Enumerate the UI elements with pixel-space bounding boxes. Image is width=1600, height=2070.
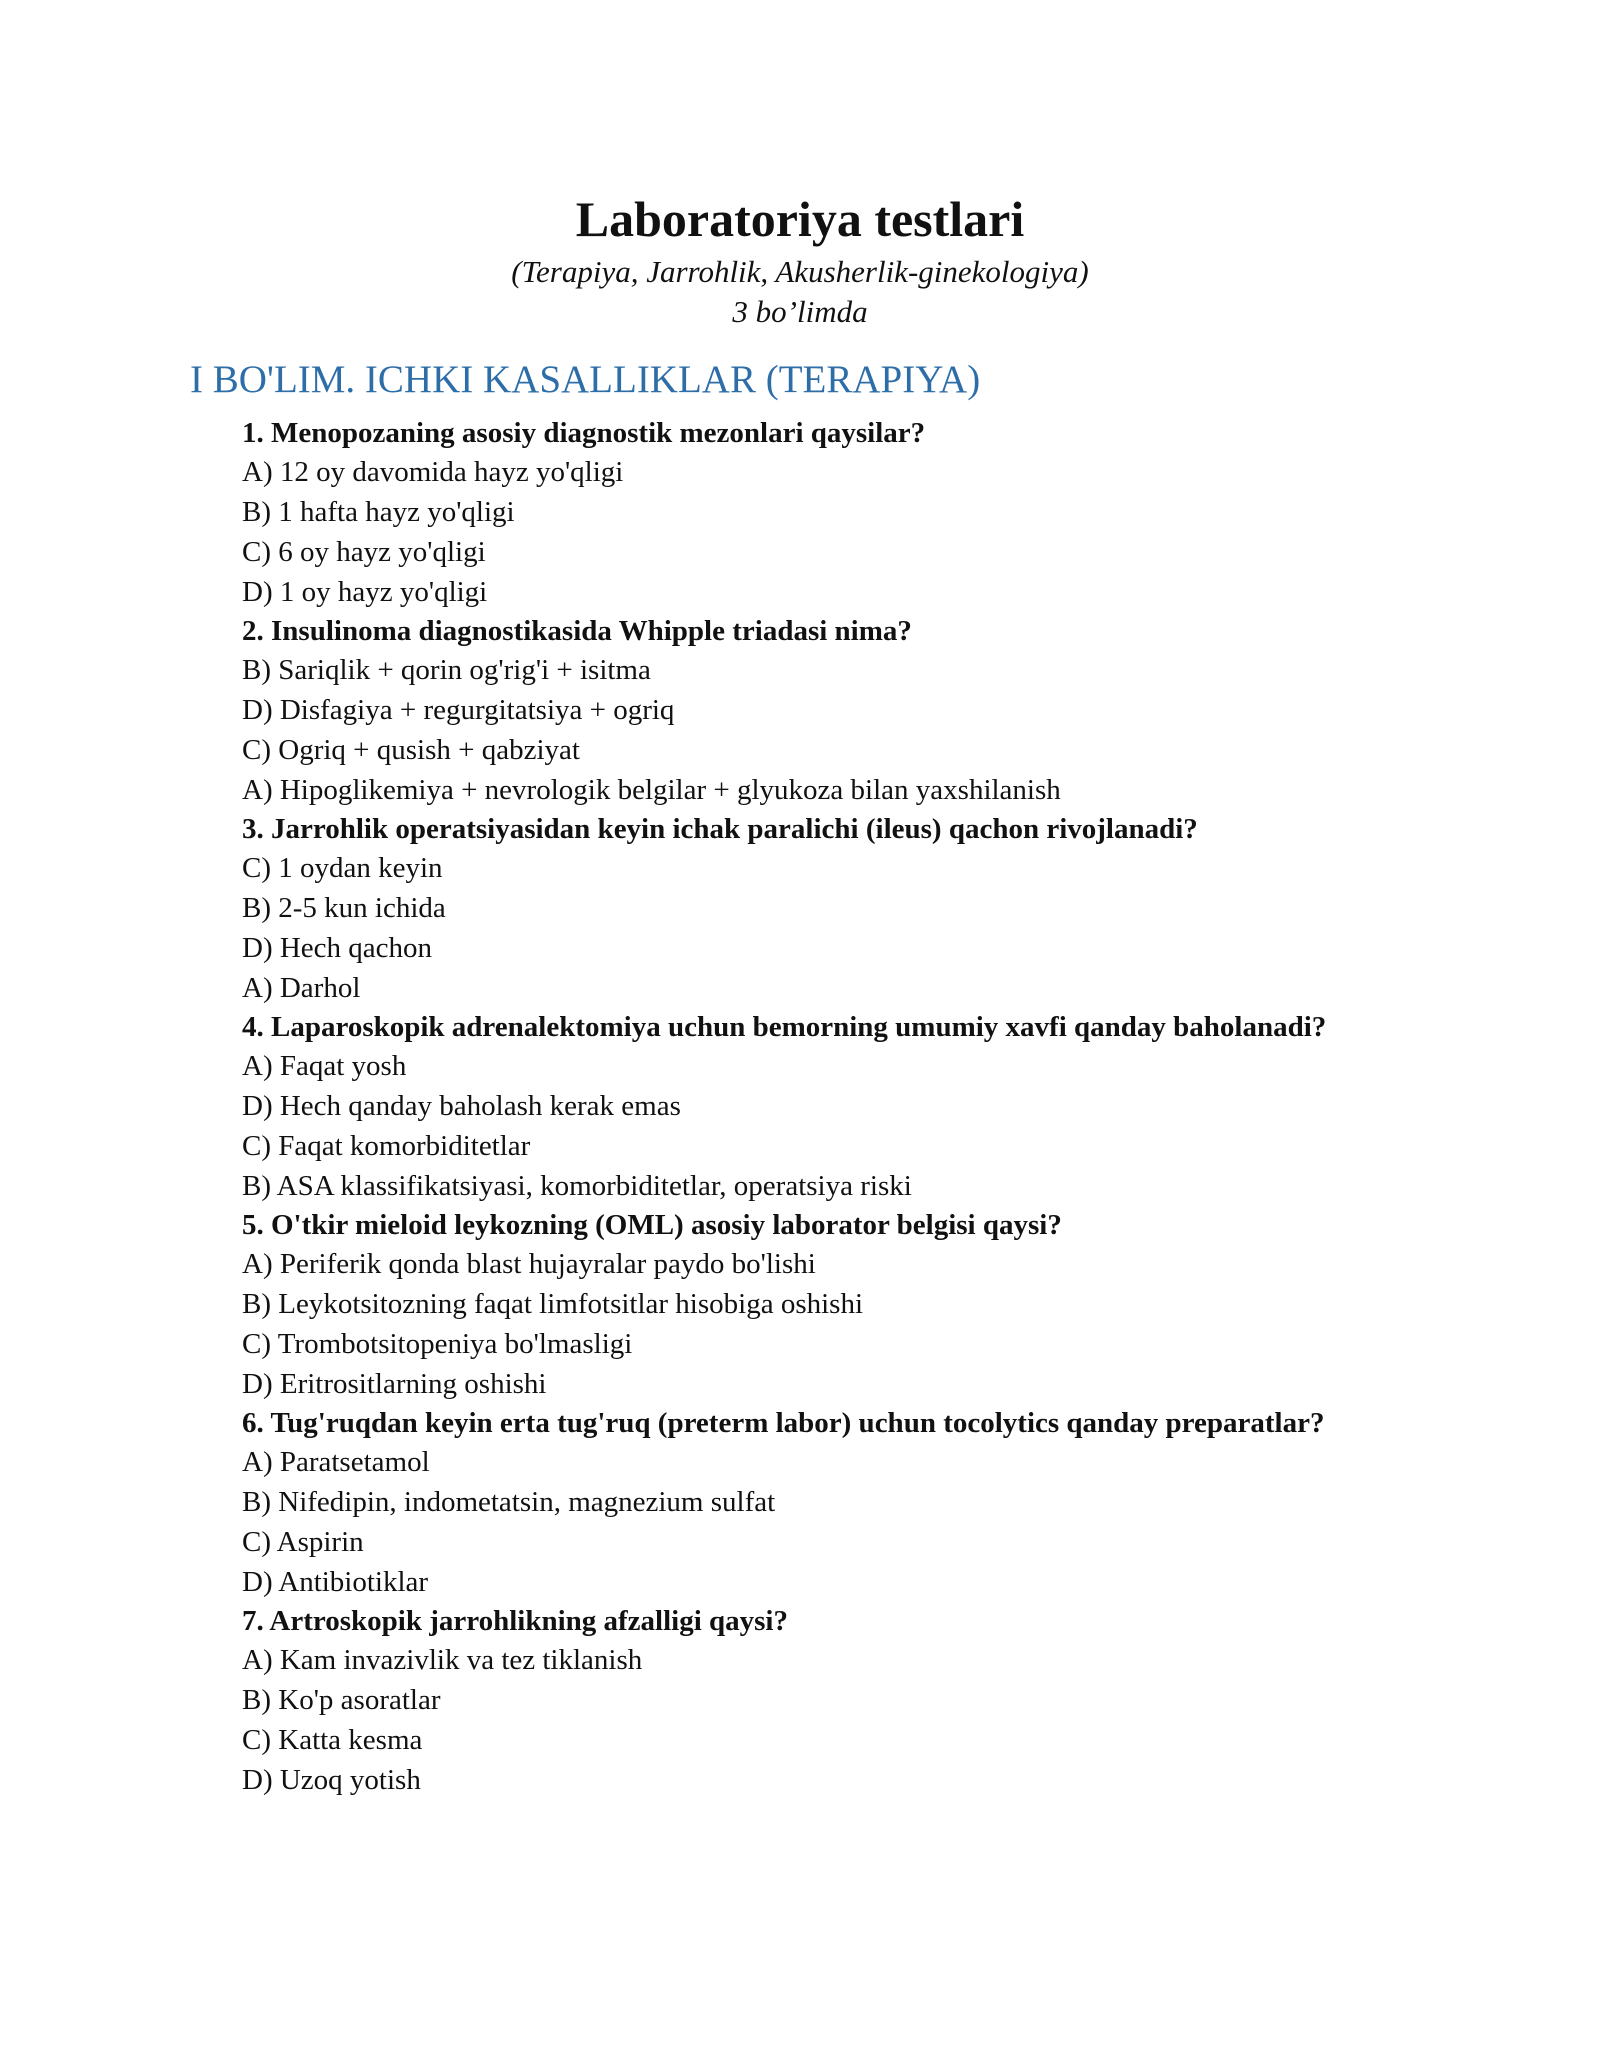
question-list xyxy=(242,414,1372,1800)
answer-option: D) Hech qanday baholash kerak emas xyxy=(242,1090,681,1122)
answer-option: B) 2-5 kun ichida xyxy=(242,892,446,924)
answer-option: B) Nifedipin, indometatsin, magnezium sulfat xyxy=(242,1486,776,1518)
question-1 xyxy=(242,414,1372,612)
answer-option: C) Trombotsitopeniya bo'lmasligi xyxy=(242,1328,633,1360)
answer-option: D) Disfagiya + regurgitatsiya + ogriq xyxy=(242,694,675,726)
document-subtitle: (Terapiya, Jarrohlik, Akusherlik-ginekologiya) xyxy=(511,254,1089,289)
answer-option: C) 6 oy hayz yo'qligi xyxy=(242,536,486,568)
answer-option: D) 1 oy hayz yo'qligi xyxy=(242,576,488,608)
answer-option: D) Antibiotiklar xyxy=(242,1566,429,1598)
question-text: 6. Tug'ruqdan keyin erta tug'ruq (preterm labor) uchun tocolytics qanday preparatlar? xyxy=(242,1407,1325,1439)
answer-option: B) 1 hafta hayz yo'qligi xyxy=(242,496,515,528)
question-text: 7. Artroskopik jarrohlikning afzalligi qaysi? xyxy=(242,1605,788,1637)
answer-option: A) Kam invazivlik va tez tiklanish xyxy=(242,1644,643,1676)
question-text: 3. Jarrohlik operatsiyasidan keyin ichak paralichi (ileus) qachon rivojlanadi? xyxy=(242,813,1198,845)
answer-option: C) 1 oydan keyin xyxy=(242,852,443,884)
document-subtitle-sections: 3 bo’limda xyxy=(732,294,868,329)
section-heading: I BO'LIM. ICHKI KASALLIKLAR (TERAPIYA) xyxy=(190,358,981,401)
question-text: 4. Laparoskopik adrenalektomiya uchun bemorning umumiy xavfi qanday baholanadi? xyxy=(242,1011,1327,1043)
question-text: 1. Menopozaning asosiy diagnostik mezonlari qaysilar? xyxy=(242,417,926,449)
answer-option: D) Uzoq yotish xyxy=(242,1764,421,1796)
answer-option: B) Sariqlik + qorin og'rig'i + isitma xyxy=(242,654,651,686)
question-text: 2. Insulinoma diagnostikasida Whipple triadasi nima? xyxy=(242,615,912,647)
document-title: Laboratoriya testlari xyxy=(575,191,1025,247)
question-6 xyxy=(242,1404,1372,1602)
question-2 xyxy=(242,612,1372,810)
question-5 xyxy=(242,1206,1372,1404)
answer-option: A) Periferik qonda blast hujayralar paydo bo'lishi xyxy=(242,1248,816,1280)
answer-option: B) Leykotsitozning faqat limfotsitlar hisobiga oshishi xyxy=(242,1288,864,1320)
answer-option: A) Darhol xyxy=(242,972,361,1004)
answer-option: D) Eritrositlarning oshishi xyxy=(242,1368,547,1400)
answer-option: C) Katta kesma xyxy=(242,1724,423,1756)
question-text: 5. O'tkir mieloid leykozning (OML) asosiy laborator belgisi qaysi? xyxy=(242,1209,1062,1241)
answer-option: C) Aspirin xyxy=(242,1526,364,1558)
answer-option: A) Paratsetamol xyxy=(242,1446,430,1478)
answer-option: A) 12 oy davomida hayz yo'qligi xyxy=(242,456,624,488)
answer-option: C) Faqat komorbiditetlar xyxy=(242,1130,531,1162)
answer-option: B) ASA klassifikatsiyasi, komorbiditetlar, operatsiya riski xyxy=(242,1170,912,1202)
answer-option: C) Ogriq + qusish + qabziyat xyxy=(242,734,580,766)
question-3 xyxy=(242,810,1372,1008)
answer-option: A) Hipoglikemiya + nevrologik belgilar + glyukoza bilan yaxshilanish xyxy=(242,774,1061,806)
answer-option: A) Faqat yosh xyxy=(242,1050,407,1082)
question-4 xyxy=(242,1008,1372,1206)
answer-option: B) Ko'p asoratlar xyxy=(242,1684,441,1716)
title-block xyxy=(0,186,1600,332)
answer-option: D) Hech qachon xyxy=(242,932,433,964)
question-7 xyxy=(242,1602,1372,1800)
